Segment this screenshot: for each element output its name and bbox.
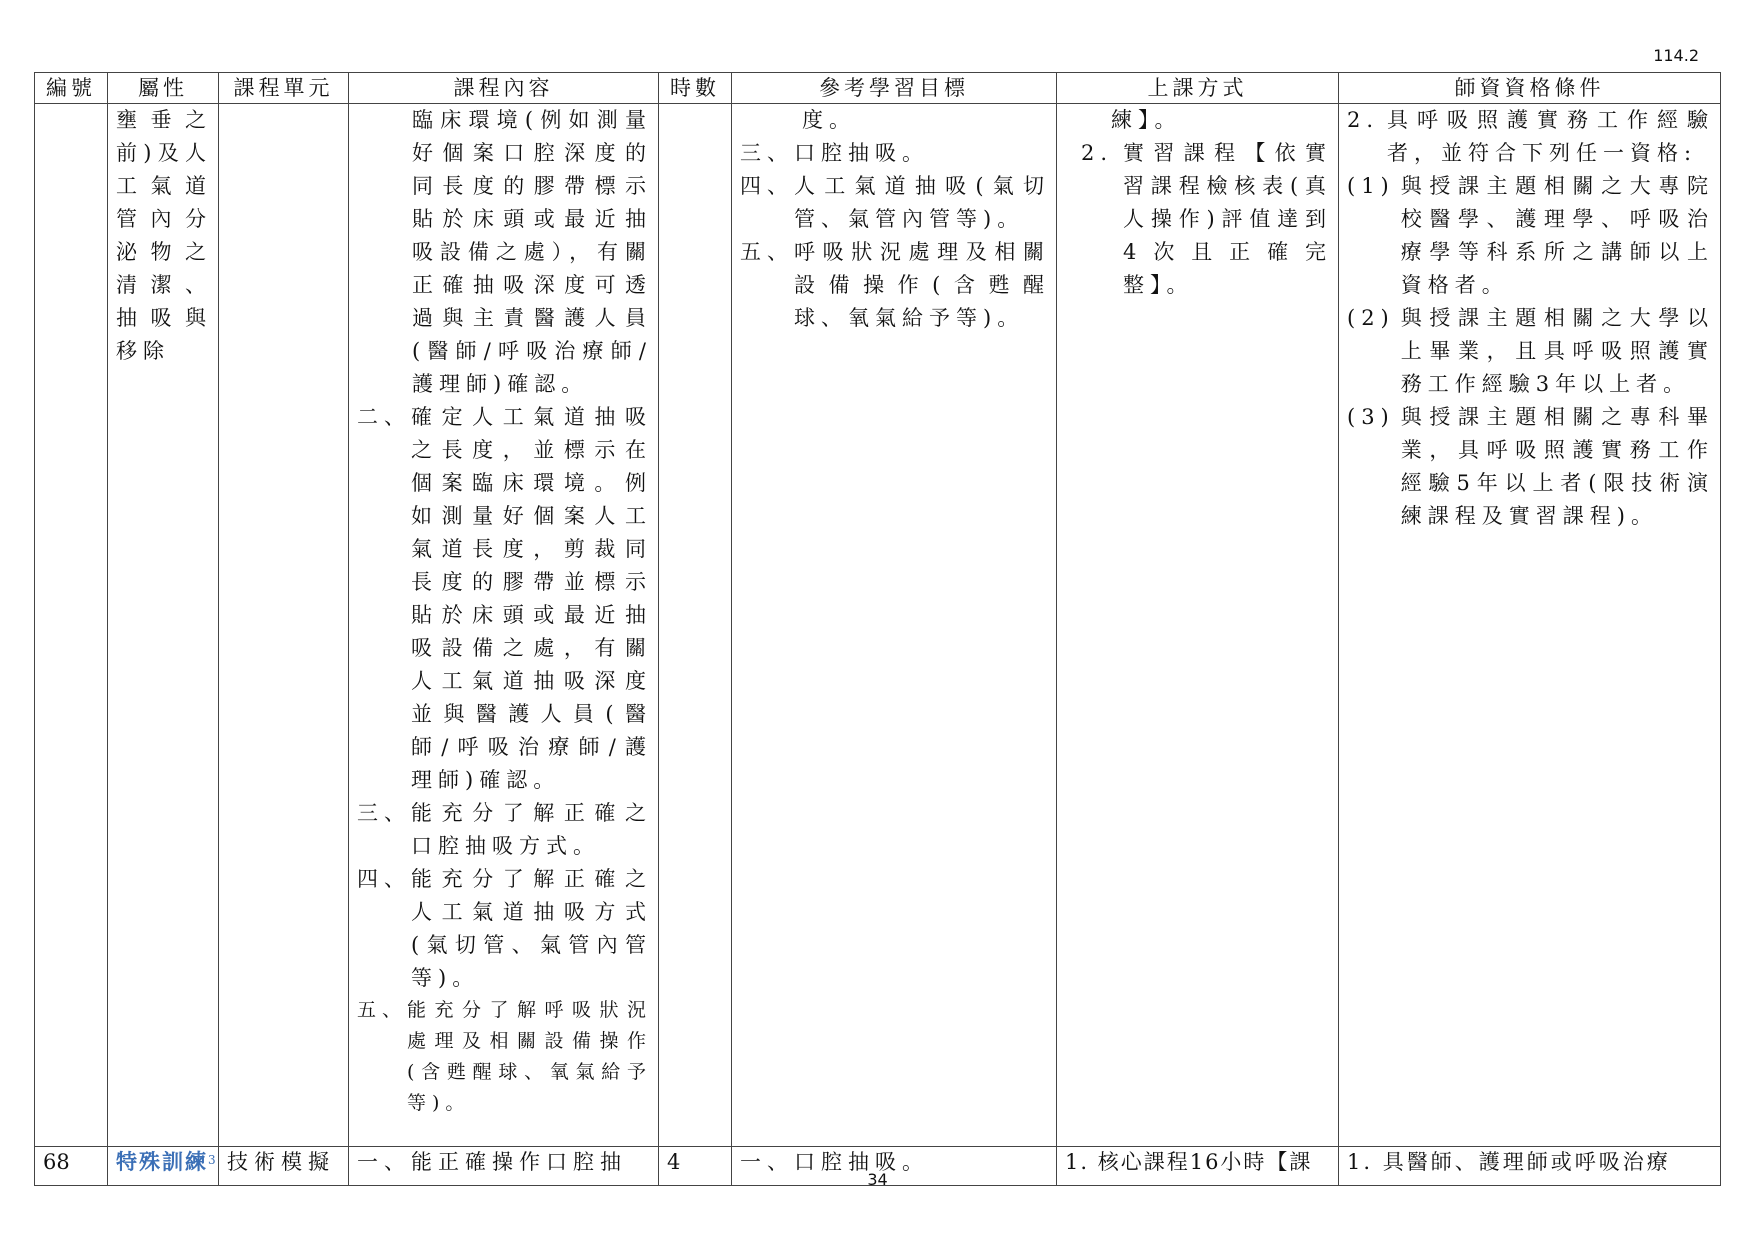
header-qualification: 師資資格條件 <box>1339 73 1721 104</box>
cell-objectives: 一、口腔抽吸。 <box>732 1147 1057 1186</box>
method-lead: 練】。 <box>1111 108 1182 132</box>
qualification-item <box>1347 401 1714 533</box>
objective-item-text: 人工氣道抽吸(氣切管、氣管內管等)。 <box>794 174 1050 231</box>
cell-method: 1. 核心課程16小時【課 <box>1057 1147 1339 1186</box>
table-row <box>35 104 1721 1147</box>
cell-method <box>1057 104 1339 1147</box>
content-item-text: 能充分了解正確之口腔抽吸方式。 <box>411 801 652 858</box>
version-label: 114.2 <box>1653 46 1699 65</box>
content-item-text: 能充分了解呼吸狀況處理及相關設備操作(含甦醒球、氧氣給予等)。 <box>407 999 652 1114</box>
qualification-item-text: 與授課主題相關之專科畢業，具呼吸照護實務工作經驗5年以上者(限技術演練課程及實習課程)。 <box>1400 405 1714 528</box>
cell-qualification: 1. 具醫師、護理師或呼吸治療 <box>1339 1147 1721 1186</box>
page-number: 34 <box>867 1170 888 1189</box>
header-number: 編號 <box>35 73 108 104</box>
content-item <box>357 797 652 863</box>
content-item-marker: 五、 <box>357 999 408 1021</box>
header-objectives: 參考學習目標 <box>732 73 1057 104</box>
objective-item-marker: 五、 <box>740 240 794 264</box>
header-hours: 時數 <box>659 73 732 104</box>
footnote-marker[interactable]: 3 <box>208 1153 216 1167</box>
cell-content <box>349 104 659 1147</box>
objective-item <box>740 137 1050 170</box>
qualification-item-text: 與授課主題相關之大專院校醫學、護理學、呼吸治療學等科系所之講師以上資格者。 <box>1400 174 1714 297</box>
objective-item <box>740 236 1050 335</box>
attribute-text: 壅垂之前)及人工氣道管內分泌物之清潔、抽吸與移除 <box>116 108 212 363</box>
content-lead: 臨床環境(例如測量好個案口腔深度的同長度的膠帶標示貼於床頭或最近抽吸設備之處），有關正確抽吸深度可透過與主責醫護人員(醫師/呼吸治療師/護理師)確認。 <box>412 108 652 396</box>
cell-hours <box>659 104 732 1147</box>
qualification-item-marker: 2. <box>1347 108 1380 132</box>
cell-number <box>35 104 108 1147</box>
header-unit: 課程單元 <box>219 73 349 104</box>
header-method: 上課方式 <box>1057 73 1339 104</box>
cell-number: 68 <box>35 1147 108 1186</box>
content-item-marker: 三、 <box>357 801 411 825</box>
objectives-lead: 度。 <box>802 108 856 132</box>
header-content: 課程內容 <box>349 73 659 104</box>
attribute-link[interactable]: 特殊訓練 <box>116 1149 208 1174</box>
content-item <box>357 401 652 797</box>
objective-item-text: 呼吸狀況處理及相關設備操作(含甦醒球、氧氣給予等)。 <box>794 240 1050 330</box>
cell-unit <box>219 104 349 1147</box>
qualification-item <box>1347 170 1714 302</box>
cell-attribute <box>108 104 219 1147</box>
content-item <box>357 863 652 995</box>
cell-content: 一、能正確操作口腔抽 <box>349 1147 659 1186</box>
content-item-text: 確定人工氣道抽吸之長度，並標示在個案臨床環境。例如測量好個案人工氣道長度，剪裁同長度的膠帶並標示貼於床頭或最近抽吸設備之處，有關人工氣道抽吸深度並與醫護人員(醫師/呼吸治療師/護理師)確認。 <box>411 405 652 792</box>
content-item <box>357 995 652 1119</box>
method-item-marker: 2. <box>1081 141 1114 165</box>
qualification-item-marker: (3) <box>1347 405 1395 429</box>
qualification-item <box>1347 104 1714 170</box>
header-attribute: 屬性 <box>108 73 219 104</box>
qualification-item-marker: (2) <box>1347 306 1395 330</box>
content-item-text: 能充分了解正確之人工氣道抽吸方式(氣切管、氣管內管等)。 <box>411 867 652 990</box>
qualification-item-text: 具呼吸照護實務工作經驗者，並符合下列任一資格: <box>1387 108 1714 165</box>
qualification-item <box>1347 302 1714 401</box>
course-table <box>34 72 1721 1186</box>
cell-qualification <box>1339 104 1721 1147</box>
header-row <box>35 73 1721 104</box>
cell-hours: 4 <box>659 1147 732 1186</box>
cell-unit: 技術模擬 <box>219 1147 349 1186</box>
qualification-item-text: 與授課主題相關之大學以上畢業，且具呼吸照護實務工作經驗3年以上者。 <box>1400 306 1714 396</box>
content-item-marker: 二、 <box>357 405 411 429</box>
method-item-text: 實習課程【依實習課程檢核表(真人操作)評值達到4次且正確完整】。 <box>1123 141 1332 297</box>
cell-objectives <box>732 104 1057 1147</box>
objective-item-text: 口腔抽吸。 <box>794 141 929 165</box>
qualification-item-marker: (1) <box>1347 174 1395 198</box>
method-item <box>1065 137 1332 302</box>
content-item-marker: 四、 <box>357 867 411 891</box>
objective-item-marker: 三、 <box>740 141 794 165</box>
objective-item <box>740 170 1050 236</box>
objective-item-marker: 四、 <box>740 174 794 198</box>
